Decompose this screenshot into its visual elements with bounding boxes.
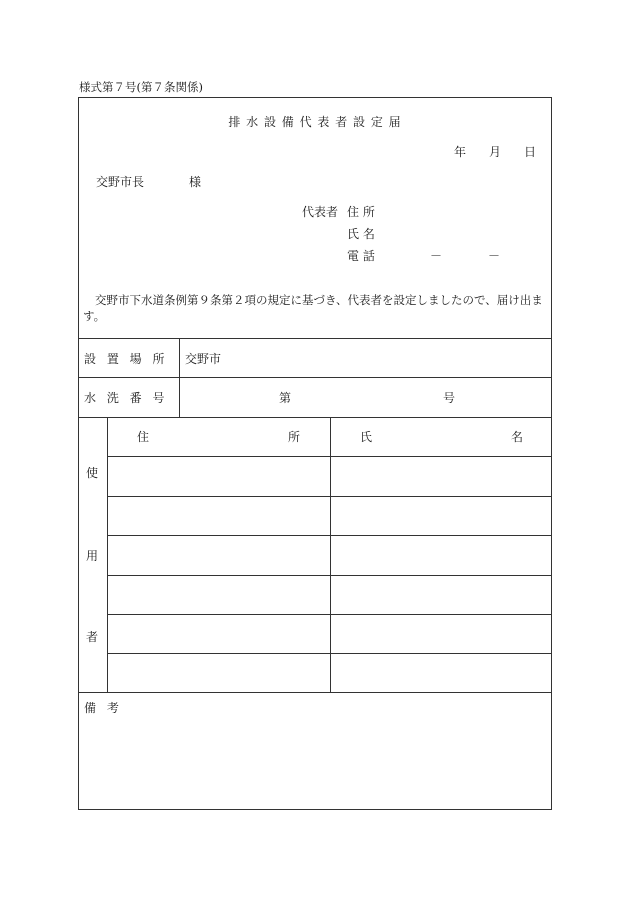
location-label: 設 置 場 所 [84, 352, 165, 366]
location-value: 交野市 [185, 352, 222, 366]
divider-wash-number [78, 417, 552, 418]
column-header-name: 名 [511, 430, 524, 444]
label-column-divider [179, 338, 180, 417]
users-side-divider [107, 417, 108, 692]
phone-dash: － [488, 249, 501, 263]
users-side-label: 使 [86, 466, 99, 480]
column-header-address: 所 [288, 430, 301, 444]
date-year: 年 [454, 145, 467, 159]
statement-text-cont: す。 [83, 309, 106, 323]
representative-address-label: 住 所 [347, 205, 375, 219]
date-day: 日 [524, 145, 537, 159]
remarks-label: 備 考 [84, 701, 119, 715]
divider-statement [78, 338, 552, 339]
form-number-label: 様式第７号(第７条関係) [79, 80, 203, 94]
column-header-name: 氏 [360, 430, 373, 444]
column-header-address: 住 [137, 430, 150, 444]
addressee-honorific: 様 [189, 175, 202, 189]
wash-number-prefix: 第 [279, 391, 292, 405]
date-month: 月 [489, 145, 502, 159]
divider-users [78, 692, 552, 693]
representative-phone-label: 電 話 [347, 249, 375, 263]
form-frame [78, 97, 552, 810]
form-title: 排 水 設 備 代 表 者 設 定 届 [228, 115, 402, 129]
wash-number-label: 水 洗 番 号 [84, 391, 165, 405]
statement-text: 交野市下水道条例第９条第２項の規定に基づき、代表者を設定しましたので、届け出ま [95, 293, 543, 307]
wash-number-suffix: 号 [443, 391, 456, 405]
divider-location [78, 377, 552, 378]
representative-label: 代表者 [302, 205, 339, 219]
users-column-divider [330, 417, 331, 692]
users-side-label: 者 [86, 630, 99, 644]
phone-dash: － [430, 249, 443, 263]
users-side-label: 用 [86, 549, 99, 563]
addressee-name: 交野市長 [96, 175, 145, 189]
representative-name-label: 氏 名 [347, 227, 375, 241]
